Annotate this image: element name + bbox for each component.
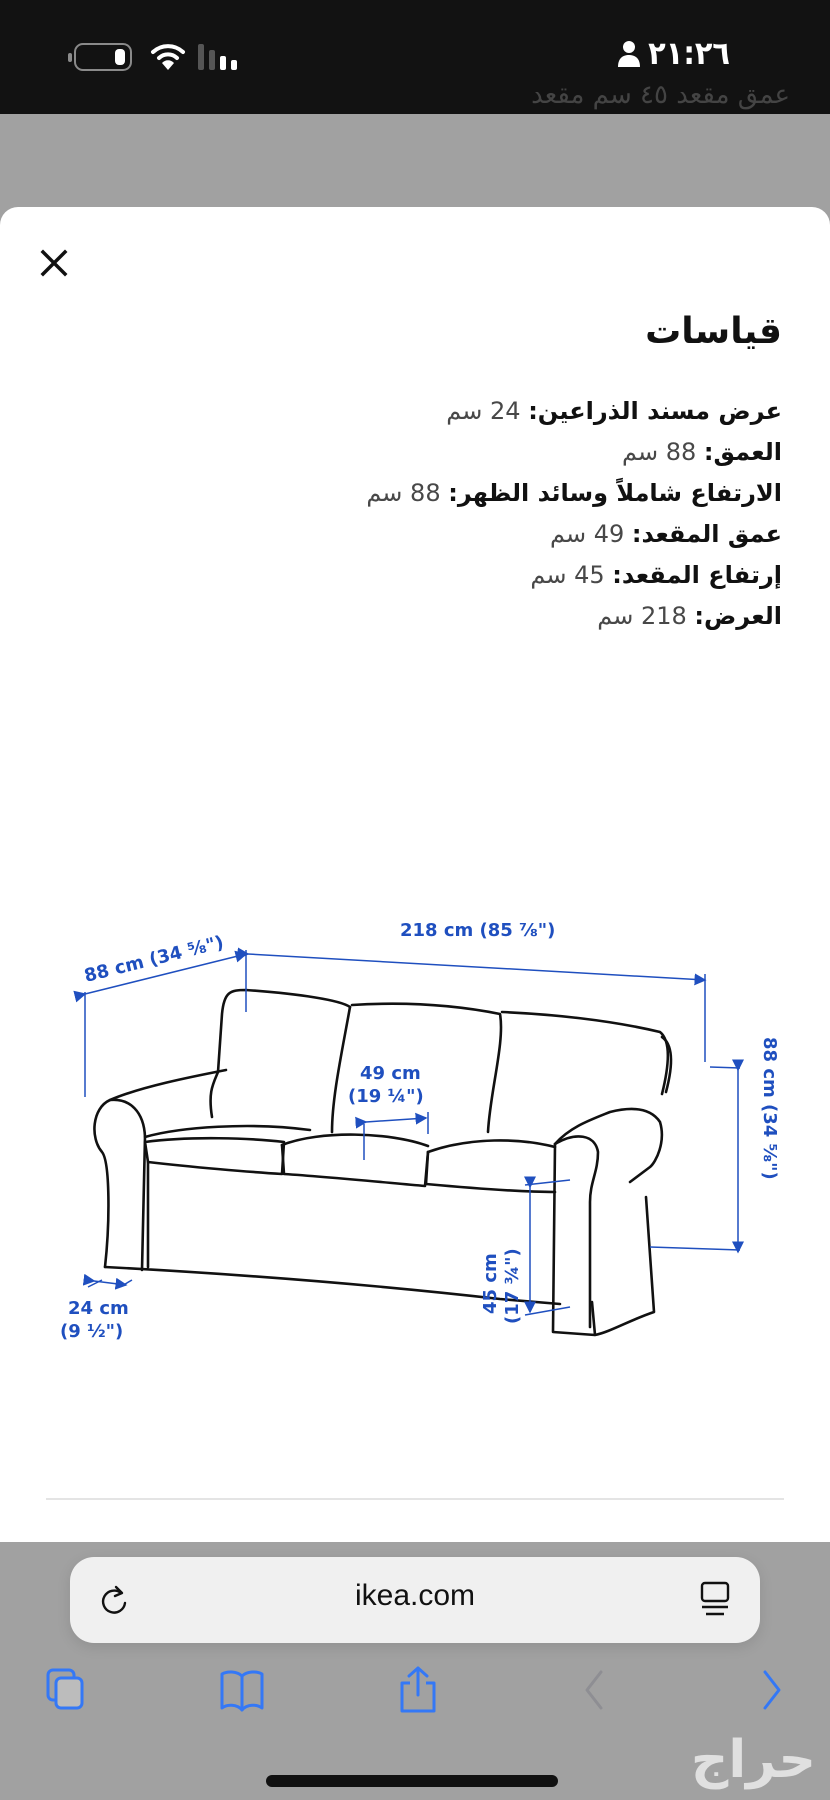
seat-height-in-label: (17 ¾") <box>502 1248 523 1324</box>
divider <box>46 1498 784 1500</box>
battery-icon <box>74 43 132 71</box>
armrest-in-label: (9 ½") <box>60 1321 124 1342</box>
wifi-icon <box>150 40 186 72</box>
dimension-row-height <box>366 473 782 514</box>
share-button[interactable] <box>388 1660 448 1720</box>
dimension-label: العمق: <box>703 438 782 466</box>
dimension-row-width <box>366 596 782 637</box>
watermark: حراج <box>690 1730 816 1790</box>
dimension-value: 45 سم <box>530 561 605 589</box>
height-label: 88 cm (34 ⅝") <box>759 1037 780 1180</box>
dimension-label: الارتفاع شاملاً وسائد الظهر: <box>448 479 782 507</box>
seat-depth-in-label: (19 ¼") <box>348 1086 424 1107</box>
dimension-label: إرتفاع المقعد: <box>612 561 782 589</box>
dimension-value: 49 سم <box>550 520 625 548</box>
url-text[interactable]: ikea.com <box>354 1579 476 1612</box>
dimensions-list <box>366 391 782 637</box>
cellular-signal-icon <box>196 42 244 72</box>
browser-toolbar <box>0 1660 830 1720</box>
background-page-text: عمق مقعد ٤٥ سم مقعد <box>531 80 790 110</box>
close-button[interactable] <box>36 245 72 281</box>
book-icon <box>217 1668 267 1712</box>
dimension-value: 218 سم <box>597 602 687 630</box>
dimensions-sheet <box>0 207 830 1542</box>
tabs-button[interactable] <box>36 1660 96 1720</box>
chevron-right-icon <box>757 1668 787 1712</box>
address-bar[interactable] <box>70 1557 760 1643</box>
close-icon <box>40 249 68 277</box>
dimension-row-armrest-width <box>366 391 782 432</box>
forward-button[interactable] <box>742 1660 802 1720</box>
seat-height-cm-label: 45 cm <box>480 1253 501 1314</box>
armrest-cm-label: 24 cm <box>68 1298 129 1319</box>
dimension-label: عمق المقعد: <box>631 520 782 548</box>
share-icon <box>396 1665 440 1715</box>
dimension-value: 88 سم <box>621 438 697 466</box>
person-icon <box>616 38 642 68</box>
sofa-dimension-diagram <box>50 862 790 1342</box>
dimension-value: 24 سم <box>446 397 521 425</box>
home-indicator[interactable] <box>266 1775 558 1787</box>
dimension-row-seat-height <box>366 555 782 596</box>
dimension-label: العرض: <box>694 602 782 630</box>
depth-label: 88 cm (34 ⅝") <box>82 931 226 987</box>
back-button[interactable] <box>564 1660 624 1720</box>
bookmarks-button[interactable] <box>212 1660 272 1720</box>
clock: ٢١:٢٦ <box>648 34 730 72</box>
dimension-row-seat-depth <box>366 514 782 555</box>
dimension-value: 88 سم <box>366 479 441 507</box>
dimension-label: عرض مسند الذراعين: <box>528 397 782 425</box>
dimension-row-depth <box>366 432 782 473</box>
width-label: 218 cm (85 ⅞") <box>400 920 556 941</box>
seat-depth-cm-label: 49 cm <box>360 1063 421 1084</box>
reader-mode-icon[interactable] <box>698 1579 732 1619</box>
sheet-title: قياسات <box>645 311 782 352</box>
tabs-icon <box>42 1666 90 1714</box>
chevron-left-icon <box>579 1668 609 1712</box>
